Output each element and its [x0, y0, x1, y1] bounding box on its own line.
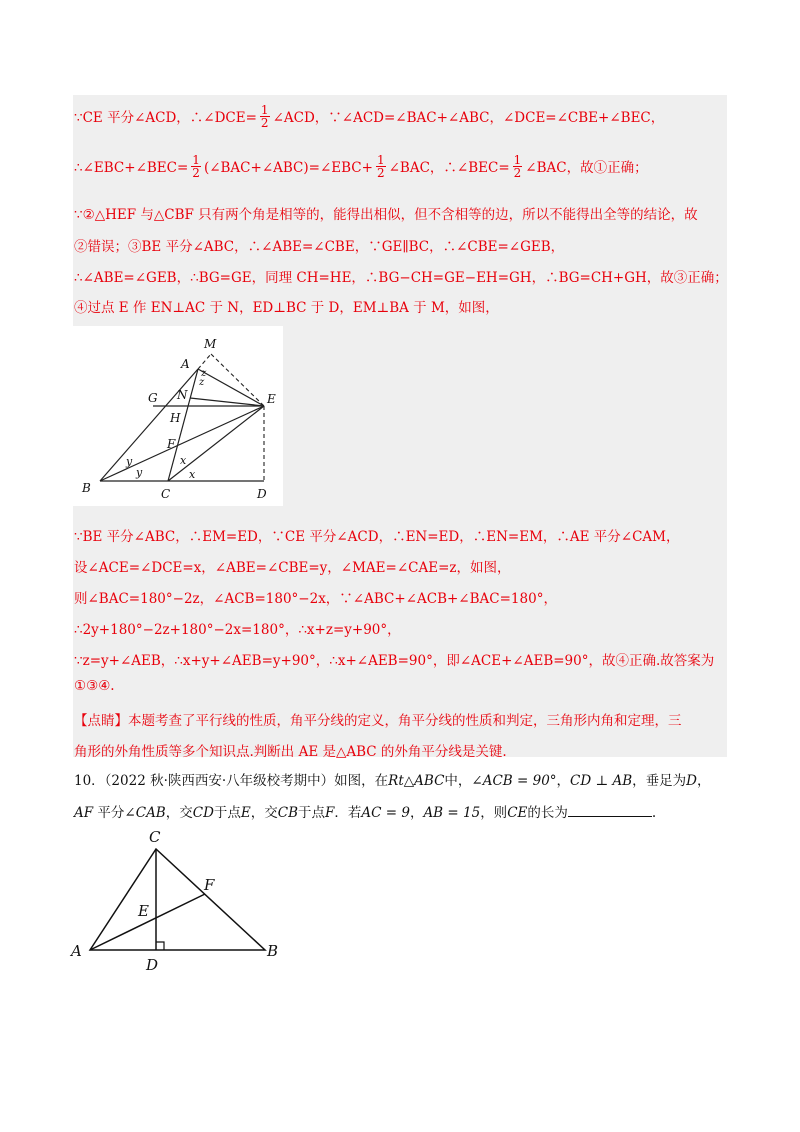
text: ，交 — [250, 805, 278, 821]
fraction — [376, 154, 386, 179]
segment-me — [211, 354, 264, 406]
denominator: 2 — [192, 166, 200, 180]
math: ∠CAB — [124, 805, 166, 821]
label-b: B — [267, 942, 279, 960]
text: 于点 — [298, 805, 325, 821]
text: ∠ACD，∵∠ACD=∠BAC+∠ABC，∠DCE=∠CBE+∠BEC， — [272, 110, 665, 126]
denominator: 2 — [260, 116, 269, 130]
fraction — [513, 154, 523, 179]
label-a: A — [181, 357, 190, 371]
label-c: C — [149, 828, 161, 846]
math: AF — [74, 805, 94, 821]
triangle-abc — [90, 849, 265, 950]
key-point-line-1: 【点睛】本题考查了平行线的性质，角平分线的定义，角平分线的性质和判定，三角形内角和定理，三 — [74, 713, 682, 729]
math: AB = 15 — [423, 805, 481, 821]
text: (∠BAC+∠ABC)=∠EBC+ — [203, 160, 373, 176]
label-b: B — [82, 481, 91, 495]
math: ∠ACB = 90° — [471, 773, 557, 789]
text: . — [651, 805, 657, 821]
solution-line-5: ∴∠ABE=∠GEB，∴BG=GE，同理 CH=HE，∴BG−CH=GE−EH=GH，∴BG=CH+GH，故③正确； — [74, 270, 728, 286]
segment-am — [198, 354, 211, 369]
text: ∠BAC，∴∠BEC= — [388, 160, 510, 176]
solution-line-10: ∴2y+180°−2z+180°−2x=180°，∴x+z=y+90°， — [74, 622, 401, 638]
solution-line-7: ∵BE 平分∠ABC，∴EM=ED，∵CE 平分∠ACD，∴EN=ED，∴EN=EM，∴AE 平分∠CAM， — [74, 529, 680, 545]
solution-line-11: ∵z=y+∠AEB，∴x+y+∠AEB=y+90°，∴x+∠AEB=90°，即∠ACE+∠AEB=90°，故④正确.故答案为 — [74, 653, 715, 669]
text: ，则 — [480, 805, 508, 821]
solution-line-1 — [74, 103, 665, 131]
text: ∴∠EBC+∠BEC= — [74, 160, 189, 176]
label-y-1: y — [126, 455, 133, 468]
label-z-1: z — [201, 368, 207, 379]
text: ， — [409, 805, 424, 821]
denominator: 2 — [513, 166, 522, 180]
math: CD — [192, 805, 214, 821]
label-h: H — [170, 411, 181, 425]
label-f: F — [204, 876, 215, 894]
right-angle-mark — [156, 942, 164, 950]
label-c: C — [161, 487, 171, 501]
text: ∵CE 平分∠ACD，∴∠DCE= — [74, 110, 257, 126]
question-line-1 — [74, 769, 710, 789]
label-d: D — [257, 487, 267, 501]
key-point-line-2: 角形的外角性质等多个知识点.判断出 AE 是△ABC 的外角平分线是关键. — [74, 744, 507, 760]
numerator: 1 — [513, 153, 522, 167]
solution-line-6: ④过点 E 作 EN⊥AC 于 N，ED⊥BC 于 D，EM⊥BA 于 M，如图， — [74, 300, 499, 316]
math: CD ⊥ AB — [570, 773, 633, 789]
solution-line-12: ①③④. — [74, 678, 115, 694]
label-x-2: x — [189, 468, 196, 481]
text: 平分 — [93, 805, 125, 821]
solution-line-8: 设∠ACE=∠DCE=x，∠ABE=∠CBE=y，∠MAE=∠CAE=z，如图， — [74, 560, 511, 576]
label-x-1: x — [180, 454, 187, 467]
label-z-2: z — [199, 377, 205, 388]
math: AC = 9 — [361, 805, 410, 821]
geometry-figure-2 — [65, 822, 295, 972]
text: 中， — [444, 773, 472, 789]
text: 的长为 — [527, 805, 568, 821]
label-e: E — [267, 392, 276, 406]
math: Rt△ABC — [388, 773, 445, 789]
solution-line-4: ②错误；③BE 平分∠ABC，∴∠ABE=∠CBE，∵GE∥BC，∴∠CBE=∠GEB， — [74, 239, 565, 255]
math: D — [686, 773, 697, 789]
text: ，垂足为 — [632, 773, 687, 789]
question-line-2 — [74, 801, 656, 821]
geometry-figure-1 — [73, 326, 283, 506]
denominator: 2 — [376, 166, 385, 180]
text: ∠BAC，故①正确； — [525, 160, 648, 176]
math: E — [240, 805, 251, 821]
label-f: F — [167, 437, 176, 451]
solution-line-3: ∵②△HEF 与△CBF 只有两个角是相等的，能得出相似，但不含相等的边，所以不能得出全等的结论，故 — [74, 207, 698, 223]
math: CE — [507, 805, 528, 821]
label-m: M — [204, 337, 217, 351]
numerator: 1 — [192, 153, 200, 167]
label-n: N — [177, 388, 188, 402]
text: 于点 — [213, 805, 241, 821]
text: ， — [696, 773, 711, 789]
numerator: 1 — [260, 103, 269, 117]
text: ， — [556, 773, 571, 789]
math: F — [325, 805, 335, 821]
fraction — [191, 154, 201, 179]
label-d: D — [146, 956, 159, 972]
solution-line-9: 则∠BAC=180°−2z，∠ACB=180°−2x，∵∠ABC+∠ACB+∠BAC=180°， — [74, 591, 557, 607]
label-g: G — [148, 391, 158, 405]
answer-blank[interactable] — [568, 804, 652, 817]
label-y-2: y — [136, 466, 143, 479]
label-a: A — [71, 942, 82, 960]
text: 10．（2022 秋·陕西西安·八年级校考期中）如图，在 — [74, 773, 389, 789]
text: ．若 — [334, 805, 362, 821]
text: ，交 — [165, 805, 193, 821]
label-e: E — [138, 902, 149, 920]
numerator: 1 — [376, 153, 385, 167]
solution-line-2 — [74, 153, 648, 181]
math: CB — [277, 805, 298, 821]
fraction — [260, 104, 270, 129]
